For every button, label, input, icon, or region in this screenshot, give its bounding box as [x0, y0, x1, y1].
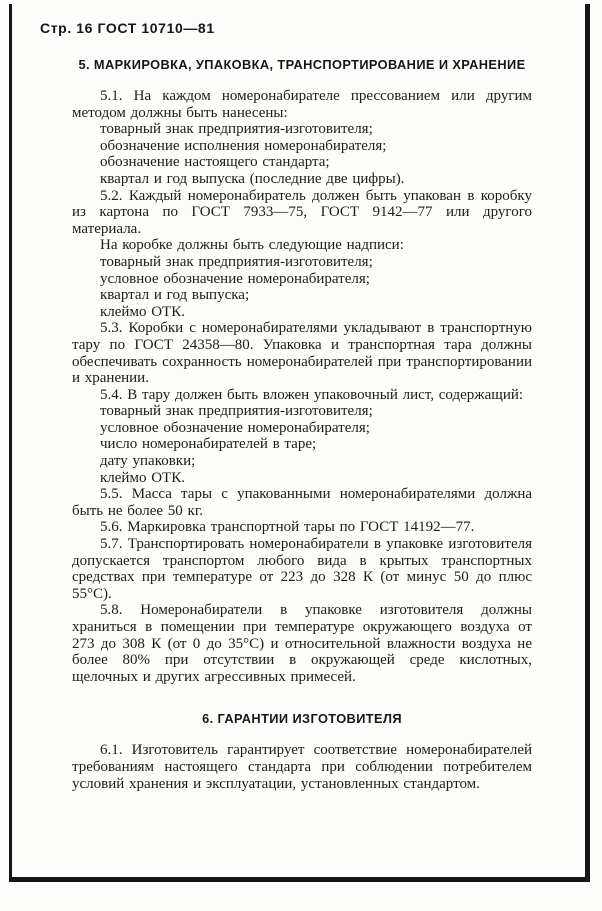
- clause-5-7: 5.7. Транспортировать номеронабиратели в упаковке изготовителя допускается транспортом любого вида в крытых транспортных средствах при температуре от 223 до 328 К (от минус 50 до плюс 55°С).: [72, 536, 532, 602]
- page-content: [40, 20, 532, 792]
- clause-5-5: 5.5. Масса тары с упакованными номеронабирателями должна быть не более 50 кг.: [72, 486, 532, 519]
- clause-5-1: 5.1. На каждом номеронабирателе прессованием или другим методом должны быть нанесены:: [72, 88, 532, 121]
- section-5-title: 5. МАРКИРОВКА, УПАКОВКА, ТРАНСПОРТИРОВАНИЕ И ХРАНЕНИЕ: [78, 57, 526, 72]
- list-item-otk-stamp: клеймо ОТК.: [100, 469, 185, 486]
- clause-5-2-note: На коробке должны быть следующие надписи:: [100, 237, 404, 254]
- list-item-conditional-designation: условное обозначение номеронабирателя;: [100, 270, 370, 287]
- list-item-packing-date: дату упаковки;: [100, 453, 196, 470]
- list-item-standard-designation: обозначение настоящего стандарта;: [100, 154, 330, 171]
- list-item-designation-version: обозначение исполнения номеронабирателя;: [100, 137, 387, 154]
- list-item-trademark: товарный знак предприятия-изготовителя;: [100, 253, 373, 270]
- list-item-conditional-designation: условное обозначение номеронабирателя;: [100, 419, 370, 436]
- clause-5-3: 5.3. Коробки с номеронабирателями укладывают в транспортную тару по ГОСТ 24358—80. Упаковка и транспортная тара должны обеспечивать сохранность номеронабирателей при транспортировании и хранении.: [72, 320, 532, 387]
- list-item-quarter-year: квартал и год выпуска;: [100, 287, 250, 304]
- clause-5-8: 5.8. Номеронабиратели в упаковке изготовителя должны храниться в помещении при температуре окружающего воздуха от 273 до 308 К (от 0 до 35°С) и относительной влажности воздуха не более 80% при отсутствии в окружающей среде кислотных, щелочных и других агрессивных примесей.: [72, 602, 532, 685]
- clause-5-6: 5.6. Маркировка транспортной тары по ГОСТ 14192—77.: [100, 519, 475, 536]
- clause-6-1: 6.1. Изготовитель гарантирует соответствие номеронабирателей требованиям настоящего стандарта при соблюдении потребителем условий хранения и эксплуатации, установленных стандартом.: [72, 742, 532, 792]
- clause-5-2: 5.2. Каждый номеронабиратель должен быть упакован в коробку из картона по ГОСТ 7933—75, ГОСТ 9142—77 или другого материала.: [72, 187, 532, 237]
- list-item-quarter-year: квартал и год выпуска (последние две цифры).: [100, 170, 405, 187]
- page-header: Стр. 16 ГОСТ 10710—81: [40, 20, 215, 36]
- list-item-trademark: товарный знак предприятия-изготовителя;: [100, 403, 373, 420]
- list-item-otk-stamp: клеймо ОТК.: [100, 303, 185, 320]
- section-6-body: [72, 742, 532, 792]
- list-item-quantity: число номеронабирателей в таре;: [100, 436, 317, 453]
- section-6-title: 6. ГАРАНТИИ ИЗГОТОВИТЕЛЯ: [202, 711, 402, 727]
- section-5-body: [72, 88, 532, 685]
- clause-5-4: 5.4. В тару должен быть вложен упаковочный лист, содержащий:: [100, 386, 524, 403]
- list-item-trademark: товарный знак предприятия-изготовителя;: [100, 121, 373, 138]
